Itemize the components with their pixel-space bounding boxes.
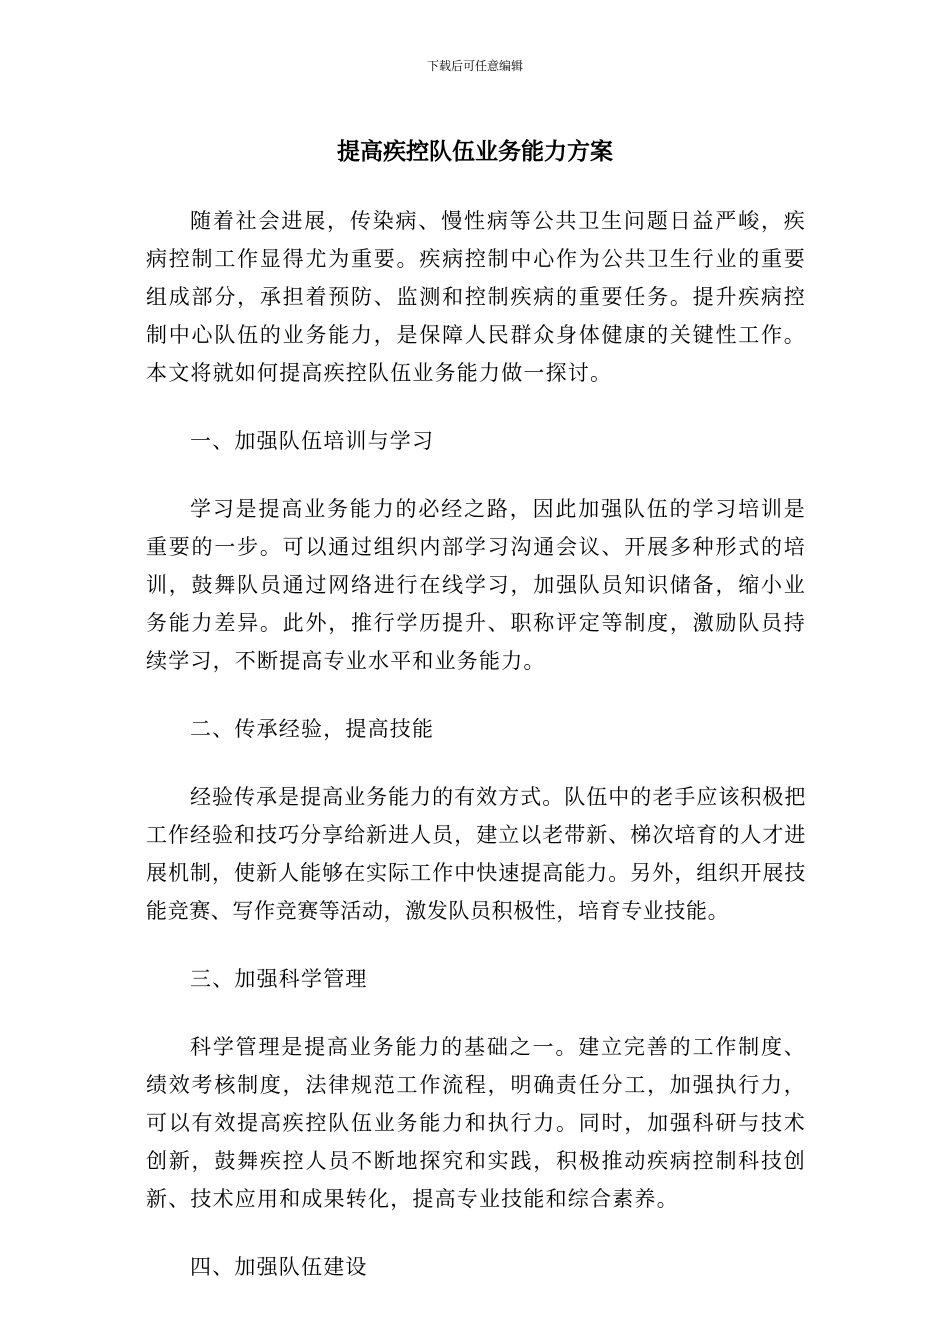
document-title: 提高疾控队伍业务能力方案 xyxy=(337,139,613,165)
paragraph-management: 科学管理是提高业务能力的基础之一。建立完善的工作制度、绩效考核制度，法律规范工作流程，明确责任分工，加强执行力，可以有效提高疾控队伍业务能力和执行力。同时，加强科研与技术创新，鼓舞疾控人员不断地探究和实践，积极推动疾病控制科技创新、技术应用和成果转化，提高专业技能和综合素养。 xyxy=(146,1035,806,1211)
header-note: 下载后可任意编辑 xyxy=(426,59,523,73)
paragraph-experience: 经验传承是提高业务能力的有效方式。队伍中的老手应该积极把工作经验和技巧分享给新进人员，建立以老带新、梯次培育的人才进展机制，使新人能够在实际工作中快速提高能力。另外，组织开展技能竞赛、写作竞赛等活动，激发队员积极性，培育专业技能。 xyxy=(146,785,806,923)
document-body xyxy=(146,202,806,1286)
section-heading-4: 四、加强队伍建设 xyxy=(190,1255,368,1279)
section-heading-1: 一、加强队伍培训与学习 xyxy=(190,429,435,453)
paragraph-intro: 随着社会进展，传染病、慢性病等公共卫生问题日益严峻，疾病控制工作显得尤为重要。疾病控制中心作为公共卫生行业的重要组成部分，承担着预防、监测和控制疾病的重要任务。提升疾病控制中心队伍的业务能力，是保障人民群众身体健康的关键性工作。本文将就如何提高疾控队伍业务能力做一探讨。 xyxy=(146,209,806,385)
section-heading-2: 二、传承经验，提高技能 xyxy=(190,717,435,741)
paragraph-training: 学习是提高业务能力的必经之路，因此加强队伍的学习培训是重要的一步。可以通过组织内部学习沟通会议、开展多种形式的培训，鼓舞队员通过网络进行在线学习，加强队员知识储备，缩小业务能力差异。此外，推行学历提升、职称评定等制度，激励队员持续学习，不断提高专业水平和业务能力。 xyxy=(146,497,806,673)
section-heading-3: 三、加强科学管理 xyxy=(190,967,368,991)
